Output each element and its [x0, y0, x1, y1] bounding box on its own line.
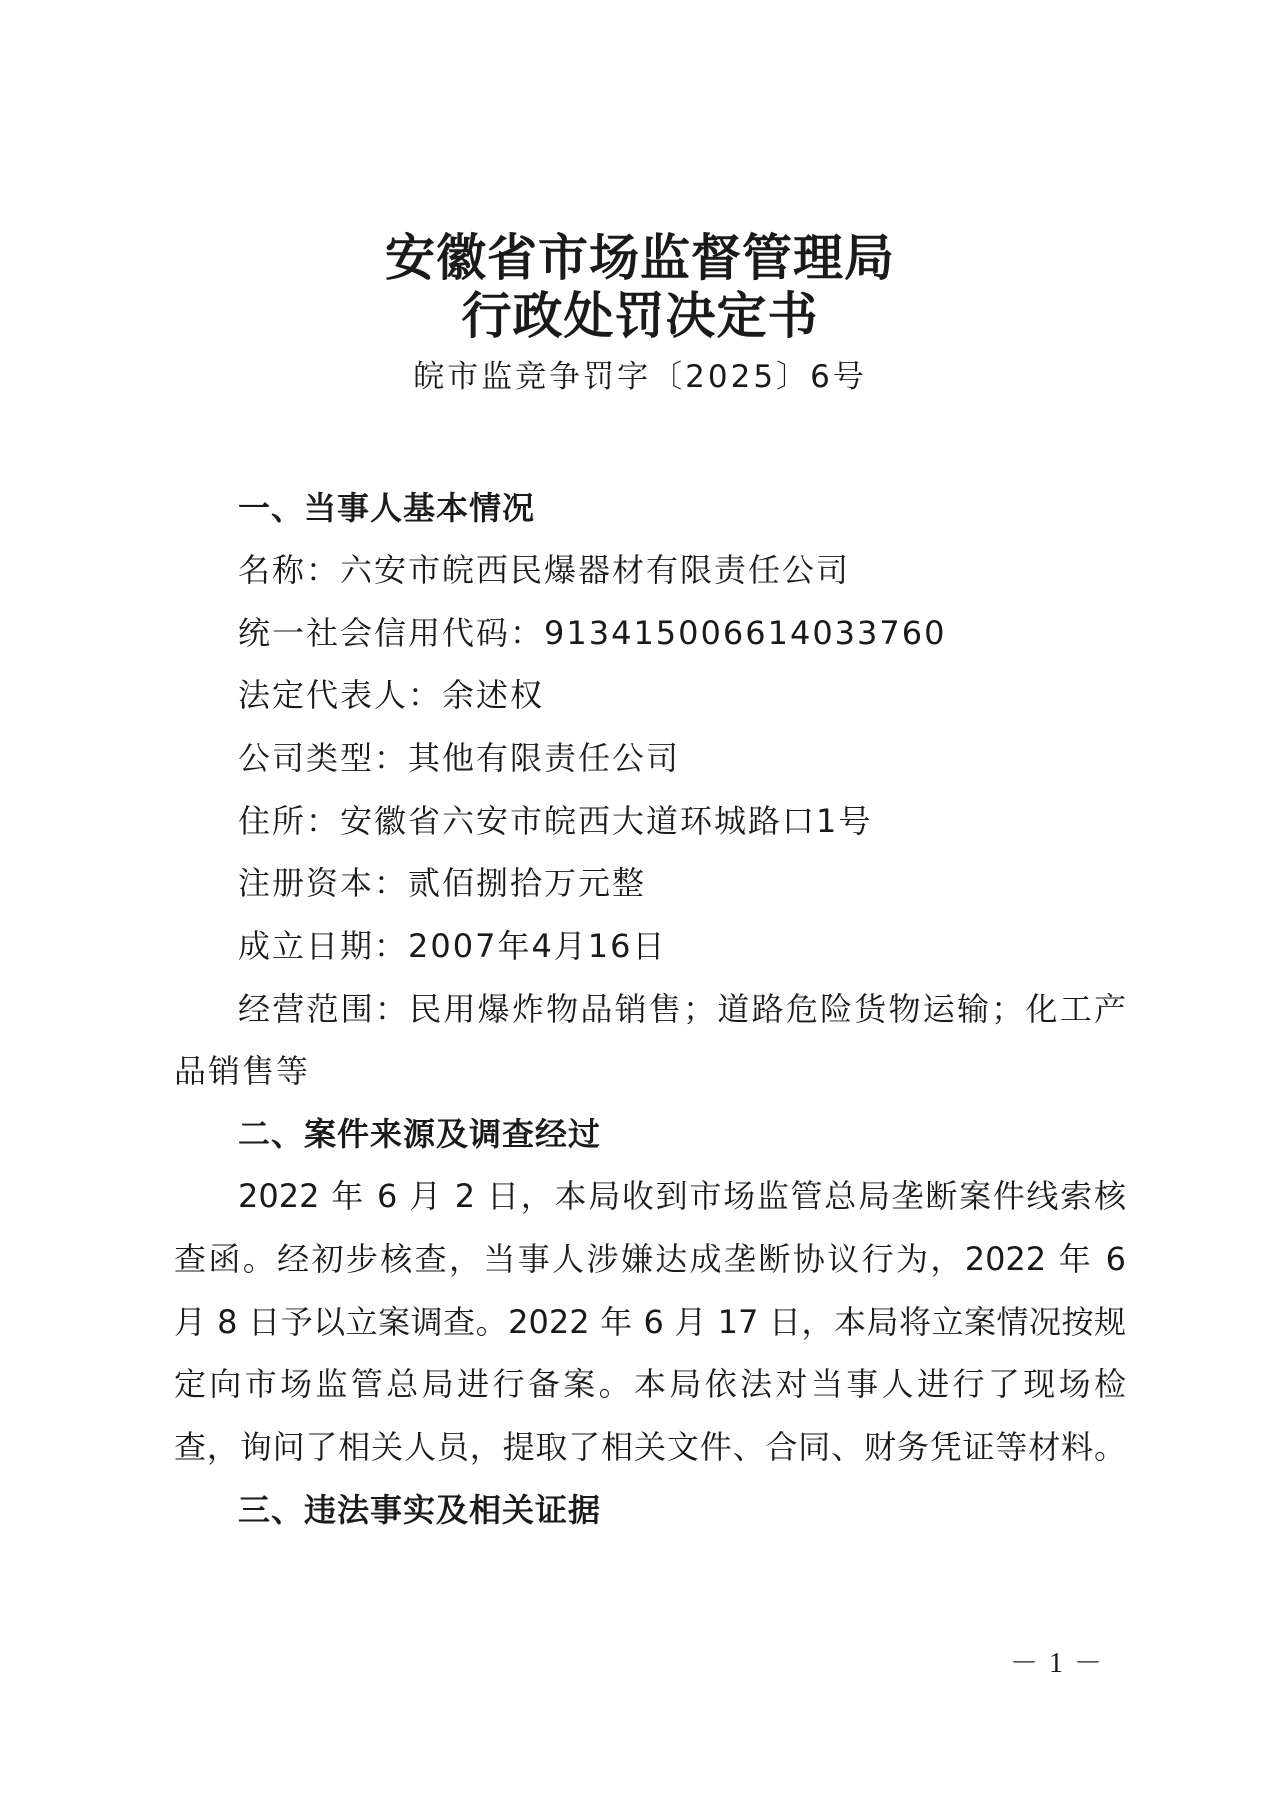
section2-paragraph-line: 月 8 日予以立案调查。2022 年 6 月 17 日，本局将立案情况按规 [174, 1303, 1126, 1341]
party-registered-capital: 注册资本：贰佰捌拾万元整 [238, 864, 647, 902]
section2-paragraph-line: 查函。经初步核查，当事人涉嫌达成垄断协议行为，2022 年 6 [174, 1240, 1126, 1278]
party-founded-date: 成立日期：2007年4月16日 [238, 927, 667, 965]
document-title-line1: 安徽省市场监督管理局 [385, 228, 895, 287]
section2-paragraph-line: 查，询问了相关人员，提取了相关文件、合同、财务凭证等材料。 [174, 1428, 1126, 1466]
section2-heading: 二、案件来源及调查经过 [238, 1115, 602, 1153]
document-title-line2: 行政处罚决定书 [461, 286, 819, 345]
page-number: － 1 － [1010, 1648, 1105, 1679]
section3-heading: 三、违法事实及相关证据 [238, 1491, 602, 1529]
party-legal-representative: 法定代表人：余述权 [238, 676, 545, 714]
party-address: 住所：安徽省六安市皖西大道环城路口1号 [238, 802, 873, 840]
party-company-type: 公司类型：其他有限责任公司 [238, 739, 681, 777]
party-business-scope: 经营范围：民用爆炸物品销售；道路危险货物运输；化工产 [238, 990, 1126, 1028]
section2-paragraph-line: 2022 年 6 月 2 日，本局收到市场监管总局垄断案件线索核 [238, 1177, 1126, 1215]
party-business-scope-cont: 品销售等 [174, 1052, 311, 1090]
section1-heading: 一、当事人基本情况 [238, 489, 536, 527]
document-number: 皖市监竞争罚字〔2025〕6号 [413, 359, 867, 395]
party-credit-code: 统一社会信用代码：913415006614033760 [238, 614, 947, 652]
section2-paragraph-line: 定向市场监管总局进行备案。本局依法对当事人进行了现场检 [174, 1365, 1126, 1403]
party-name: 名称：六安市皖西民爆器材有限责任公司 [238, 551, 851, 589]
